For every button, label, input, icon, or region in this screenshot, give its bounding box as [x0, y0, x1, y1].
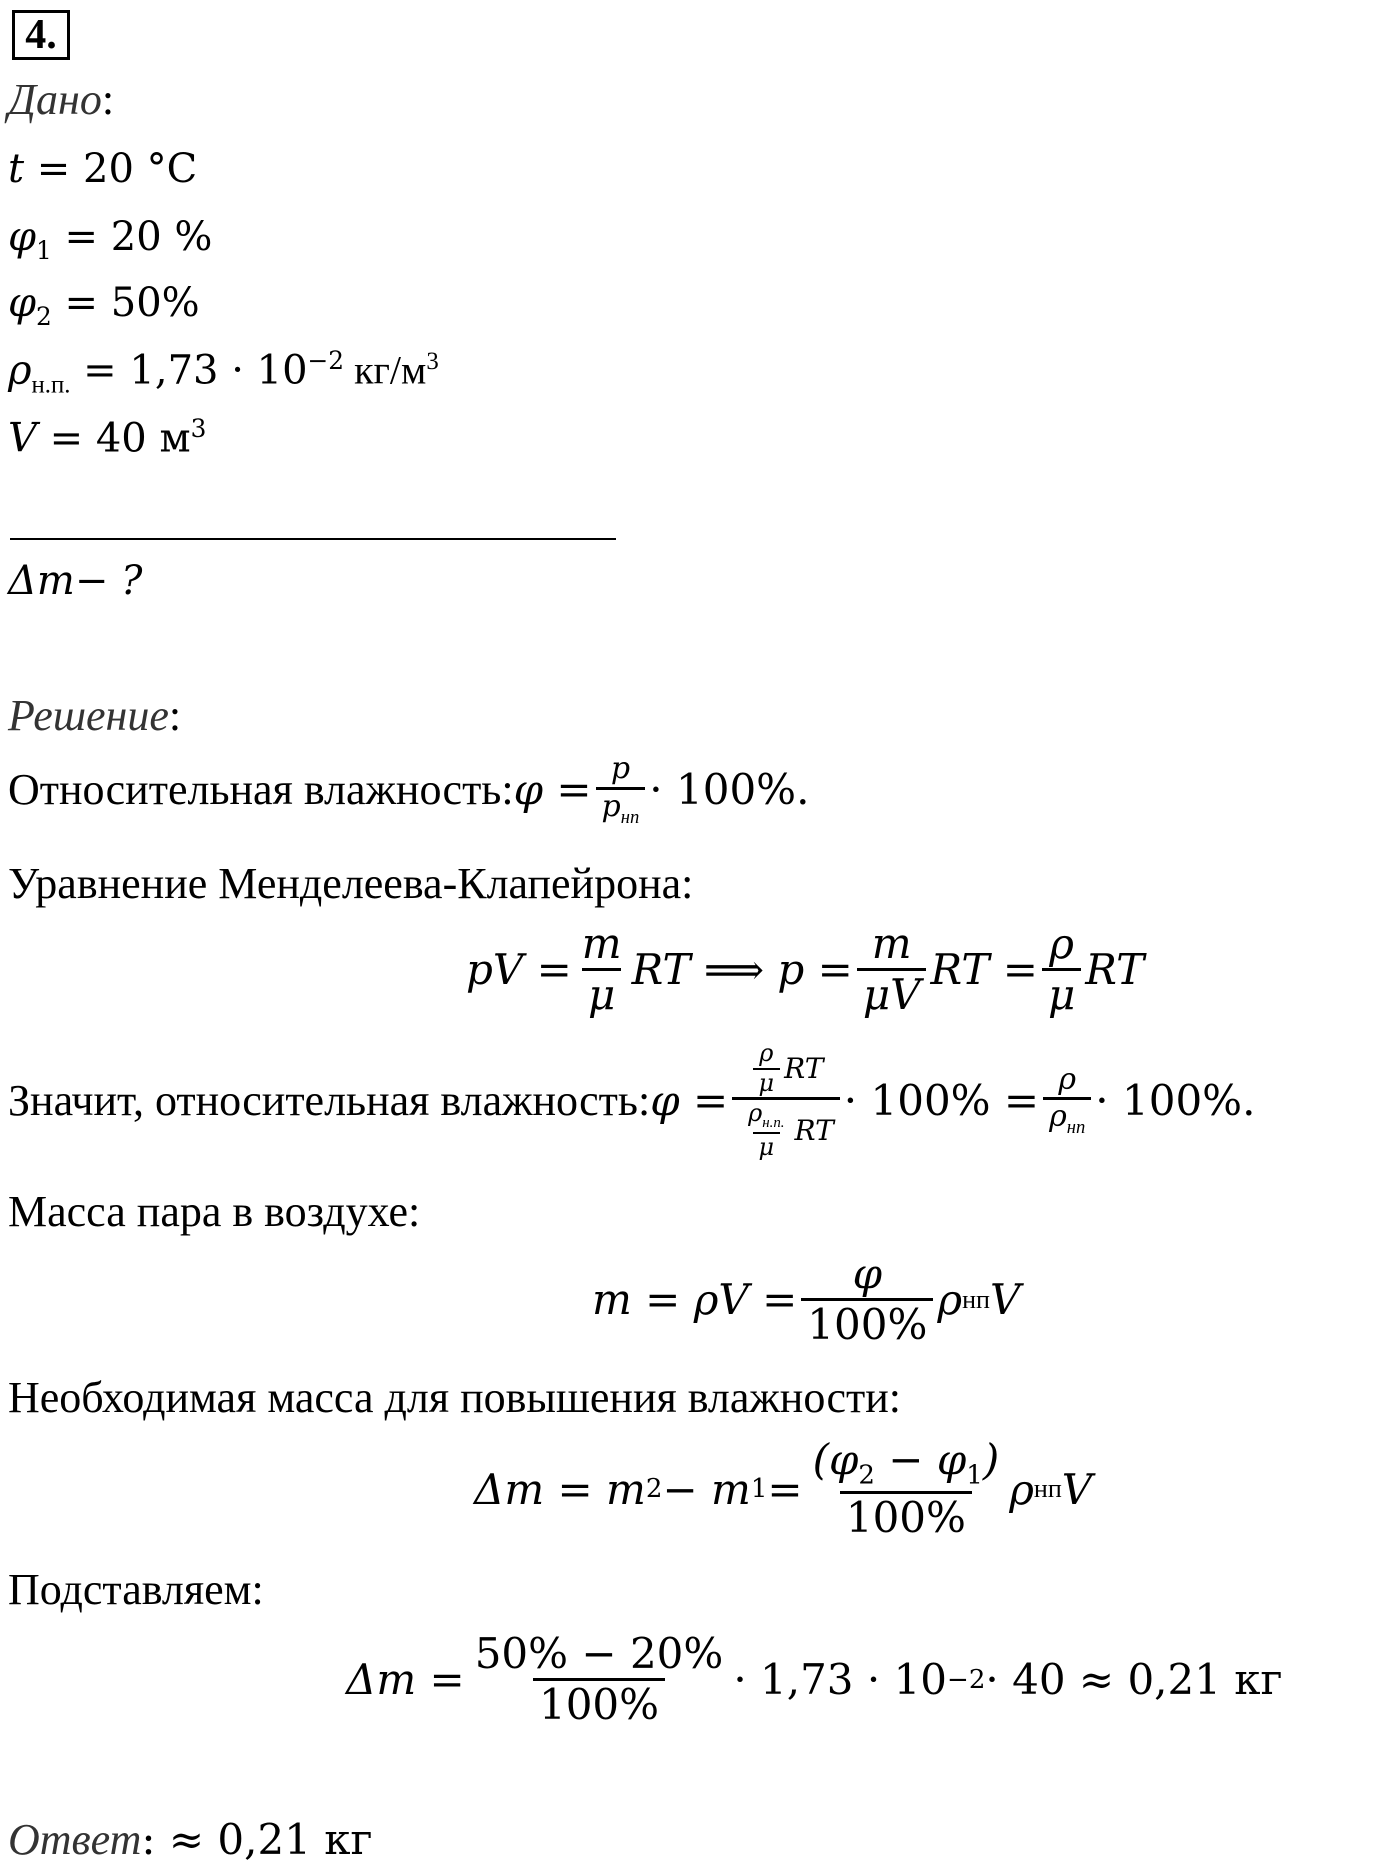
clapeyron-formula: pV = $\frac{m}{\mu}$ RT ⟹ p = $\frac{m}{\mu V}$ RT = $\frac{\rho}{\mu}$ RT: [466, 919, 1145, 1020]
given-line-v: V = 40 $м^3$: [8, 414, 207, 462]
given-line-t: t = 20 °C: [8, 146, 198, 192]
humidity-fraction: $\frac{p}{p_{нп}}$: [596, 752, 646, 828]
need-text: Необходимая масса для повышения влажности:: [8, 1373, 901, 1422]
given-line-phi2: $\varphi_2 = 50\%$: [8, 280, 200, 331]
humidity-line: Относительная влажность: φ = $\frac{p}{p_{нп}}$ · 100%.: [8, 751, 810, 828]
need-formula: Δm = m 2 − m 1 = $\frac{(\varphi_2 - \varphi_1)}{100\%}$ ρ нп V: [474, 1435, 1093, 1543]
mass-text: Масса пара в воздухе:: [8, 1187, 421, 1236]
solution-heading: Решение:: [8, 691, 182, 740]
find-line: Δm− ?: [8, 558, 143, 604]
given-line-rho: $\rho_{н.п.} = 1,73 \cdot 10^{-2}$ $кг/м^3$: [8, 346, 439, 399]
compound-fraction: $\frac{\rho}{\mu}$ RT $\frac{\rho_{н.п.}}{\mu}$ RT: [732, 1040, 840, 1162]
given-divider: [10, 538, 616, 540]
problem-number: 4.: [12, 10, 70, 60]
given-line-phi1: $\varphi_1 = 20$ %: [8, 214, 213, 265]
clapeyron-text: Уравнение Менделеева-Клапейрона:: [8, 859, 694, 908]
subst-text: Подставляем:: [8, 1565, 264, 1614]
hence-line: Значит, относительная влажность: φ = $\frac{\rho}{\mu}$ RT $\frac{\rho_{н.п.}}{\mu}$ RT · 100% = $\frac{\rho}{\rho_{нп}}$ · 100%.: [8, 1039, 1256, 1162]
answer-line: Ответ: ≈ 0,21 кг: [8, 1815, 373, 1864]
subst-formula: Δm = $\frac{50\% - 20\%}{100\%}$ · 1,73 · 10 −2 · 40 ≈ 0,21 кг: [346, 1629, 1283, 1730]
mass-formula: m = ρV = $\frac{\varphi}{100\%}$ ρ нп V: [592, 1249, 1021, 1350]
given-heading: Дано:: [8, 75, 115, 124]
